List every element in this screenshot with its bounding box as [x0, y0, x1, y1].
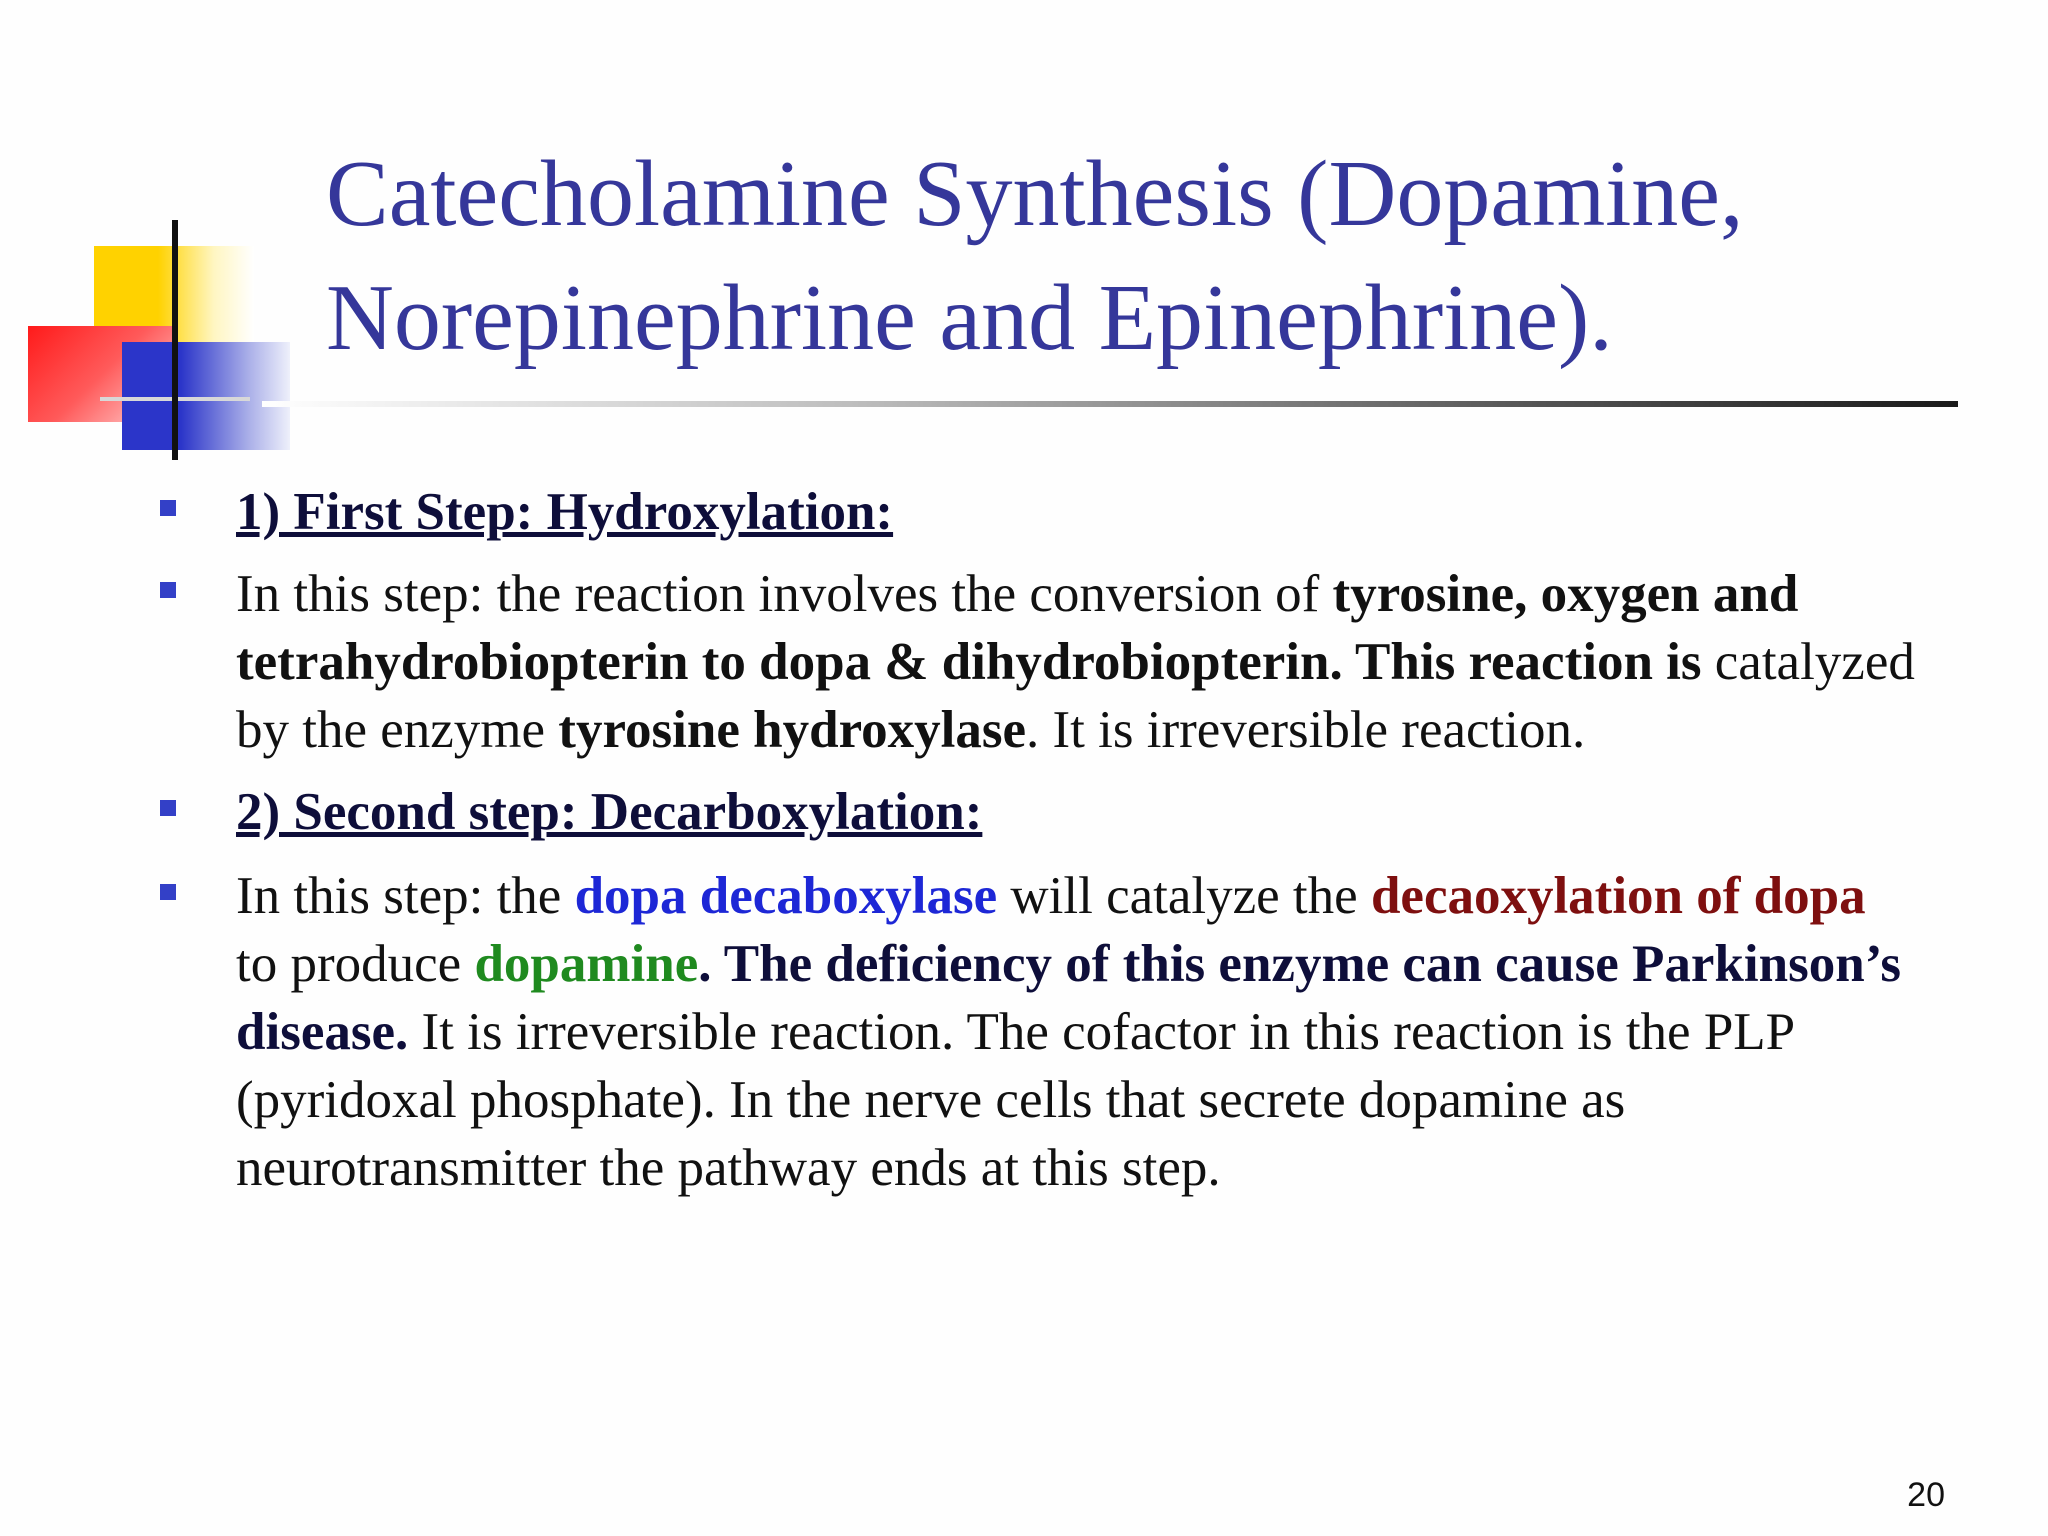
- bold-segment-substrates: tyrosine, oxygen and tetrahydrobiopterin to dopa & dihydrobiopterin. This reaction is: [236, 565, 1799, 691]
- first-step-heading: 1) First Step: Hydroxylation:: [236, 483, 894, 541]
- bold-segment-deficiency: . The deficiency of this enzyme can cause Parkinson’s disease.: [236, 935, 1902, 1061]
- decoration-vertical-line: [172, 220, 178, 460]
- bullet-item-first-step-heading: [160, 478, 1920, 546]
- title-line-1: Catecholamine Synthesis (Dopamine,: [326, 142, 1744, 246]
- title-underline-rule: [262, 401, 1958, 407]
- green-term-product: dopamine: [474, 935, 699, 993]
- text-segment: catalyzed by the enzyme: [236, 633, 1915, 759]
- text-segment: It is irreversible reaction. The cofactor in this reaction is the PLP (pyridoxal phosphate). In the nerve cells that secrete dopamine as neurotransmitter the pathway ends at this step.: [236, 1003, 1794, 1197]
- second-step-heading: 2) Second step: Decarboxylation:: [236, 783, 983, 841]
- square-bullet-icon: [160, 500, 176, 516]
- text-segment: In this step: the reaction involves the conversion of: [236, 565, 1333, 623]
- square-bullet-icon: [160, 582, 176, 598]
- bullet-list: [160, 478, 1920, 1202]
- text-segment: will catalyze the: [997, 867, 1371, 925]
- bullet-item-second-step-heading: [160, 778, 1920, 846]
- slide-title: [326, 132, 1966, 380]
- bold-segment-enzyme: tyrosine hydroxylase: [558, 701, 1027, 759]
- text-segment: . It is irreversible reaction.: [1026, 701, 1586, 759]
- square-bullet-icon: [160, 800, 176, 816]
- bullet-item-decarboxylation-text: [160, 862, 1920, 1202]
- bullet-item-hydroxylation-text: [160, 560, 1920, 764]
- text-segment: to produce: [236, 935, 475, 993]
- title-line-2: Norepinephrine and Epinephrine).: [326, 266, 1613, 370]
- square-bullet-icon: [160, 884, 176, 900]
- page-number: 20: [1907, 1476, 1945, 1514]
- blue-term-enzyme: dopa decaboxylase: [574, 867, 998, 925]
- red-term-reaction: decaoxylation of dopa: [1370, 867, 1866, 925]
- text-segment: In this step: the: [236, 867, 575, 925]
- blue-square-decoration: [122, 342, 290, 450]
